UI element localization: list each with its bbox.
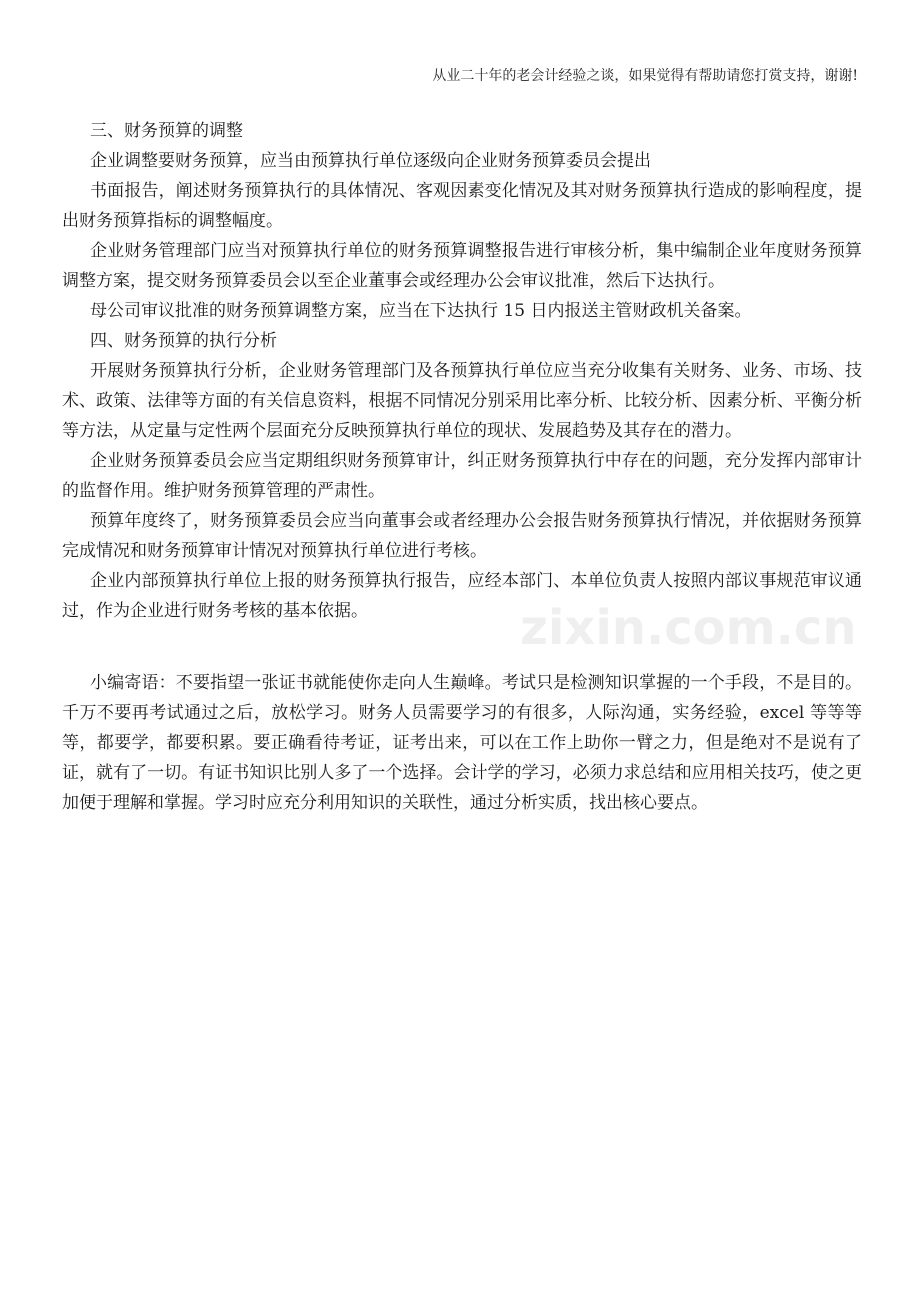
paragraph: 企业调整要财务预算，应当由预算执行单位逐级向企业财务预算委员会提出	[90, 151, 651, 171]
document-body	[62, 116, 862, 818]
paragraph: 母公司审议批准的财务预算调整方案，应当在下达执行 15 日内报送主管财政机关备案。	[90, 301, 752, 321]
spacer	[62, 626, 862, 668]
section-heading-adjustment: 三、财务预算的调整	[90, 121, 243, 141]
header-note: 从业二十年的老会计经验之谈，如果觉得有帮助请您打赏支持，谢谢!	[432, 68, 858, 84]
paragraph: 开展财务预算执行分析，企业财务管理部门及各预算执行单位应当充分收集有关财务、业务、市场、技术、政策、法律等方面的有关信息资料，根据不同情况分别采用比率分析、比较分析、因素分析、平衡分析等方法，从定量与定性两个层面充分反映预算执行单位的现状、发展趋势及其存在的潜力。	[62, 361, 862, 441]
editor-note: 小编寄语：不要指望一张证书就能使你走向人生巅峰。考试只是检测知识掌握的一个手段，不是目的。千万不要再考试通过之后，放松学习。财务人员需要学习的有很多，人际沟通，实务经验，excel 等等等等，都要学，都要积累。要正确看待考证，证考出来，可以在工作上助你一臂之力，但是绝对不是说有了证，就有了一切。有证书知识比别人多了一个选择。会计学的学习，必须力求总结和应用相关技巧，使之更加便于理解和掌握。学习时应充分利用知识的关联性，通过分析实质，找出核心要点。	[62, 673, 862, 813]
paragraph: 企业财务管理部门应当对预算执行单位的财务预算调整报告进行审核分析，集中编制企业年度财务预算调整方案，提交财务预算委员会以至企业董事会或经理办公会审议批准，然后下达执行。	[62, 241, 862, 291]
section-heading-analysis: 四、财务预算的执行分析	[90, 331, 277, 351]
watermark: zixin.com.cn	[520, 600, 857, 656]
paragraph: 企业财务预算委员会应当定期组织财务预算审计，纠正财务预算执行中存在的问题，充分发挥内部审计的监督作用。维护财务预算管理的严肃性。	[62, 451, 862, 501]
paragraph: 预算年度终了，财务预算委员会应当向董事会或者经理办公会报告财务预算执行情况，并依据财务预算完成情况和财务预算审计情况对预算执行单位进行考核。	[62, 511, 862, 561]
paragraph: 企业内部预算执行单位上报的财务预算执行报告，应经本部门、本单位负责人按照内部议事规范审议通过，作为企业进行财务考核的基本依据。	[62, 571, 862, 621]
paragraph: 书面报告，阐述财务预算执行的具体情况、客观因素变化情况及其对财务预算执行造成的影响程度，提出财务预算指标的调整幅度。	[62, 181, 862, 231]
